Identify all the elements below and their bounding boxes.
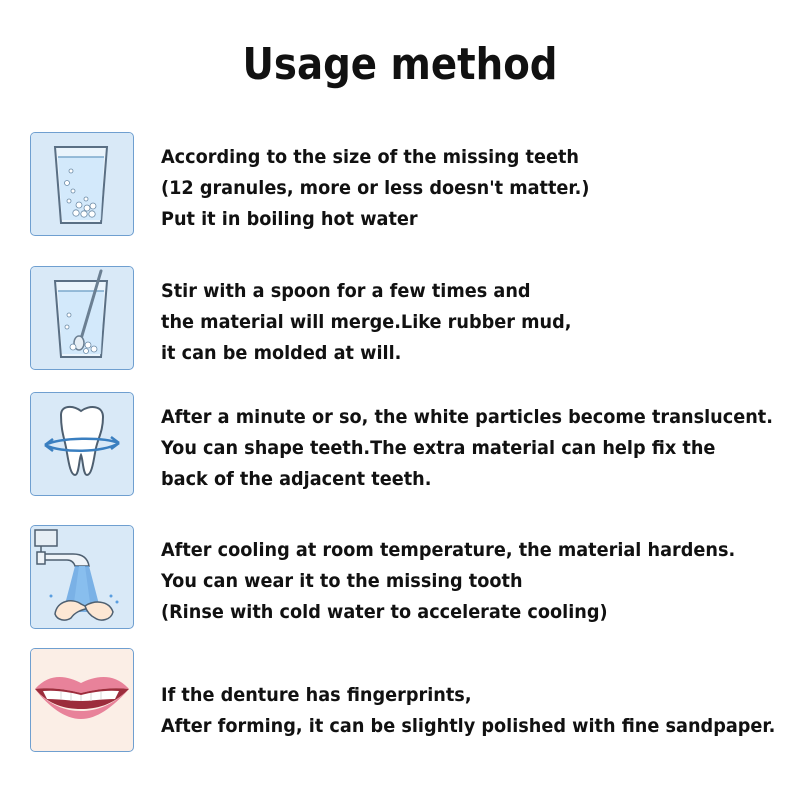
- step-5: [30, 648, 790, 752]
- step-text-line: it can be molded at will.: [161, 342, 402, 364]
- step-text-line: According to the size of the missing teeth: [161, 146, 579, 168]
- step-1-text: [161, 142, 756, 235]
- step-3: [30, 392, 790, 496]
- step-text-line: the material will merge.Like rubber mud,: [161, 311, 572, 333]
- step-4-text: [161, 535, 756, 628]
- step-4: [30, 525, 790, 629]
- step-text-line: Stir with a spoon for a few times and: [161, 280, 531, 302]
- glass-granules-icon: [30, 132, 134, 236]
- tooth-shaping-icon: [30, 392, 134, 496]
- step-text-line: You can shape teeth.The extra material can help fix the: [161, 437, 716, 459]
- step-2-text: [161, 276, 756, 369]
- step-2: [30, 266, 790, 370]
- step-text-line: After a minute or so, the white particles become translucent.: [161, 406, 773, 428]
- smiling-mouth-teeth-icon: [30, 648, 134, 752]
- step-text-line: (Rinse with cold water to accelerate cooling): [161, 601, 608, 623]
- step-5-text: [161, 680, 776, 742]
- step-text-line: If the denture has fingerprints,: [161, 684, 472, 706]
- step-text-line: Put it in boiling hot water: [161, 208, 418, 230]
- step-text-line: You can wear it to the missing tooth: [161, 570, 523, 592]
- step-text-line: After forming, it can be slightly polished with fine sandpaper.: [161, 715, 776, 737]
- step-text-line: After cooling at room temperature, the material hardens.: [161, 539, 736, 561]
- step-3-text: [161, 402, 773, 495]
- step-1: [30, 132, 790, 236]
- page-title: Usage method: [242, 39, 558, 90]
- glass-spoon-stir-icon: [30, 266, 134, 370]
- step-text-line: (12 granules, more or less doesn't matter.): [161, 177, 590, 199]
- faucet-rinse-hands-icon: [30, 525, 134, 629]
- step-text-line: back of the adjacent teeth.: [161, 468, 432, 490]
